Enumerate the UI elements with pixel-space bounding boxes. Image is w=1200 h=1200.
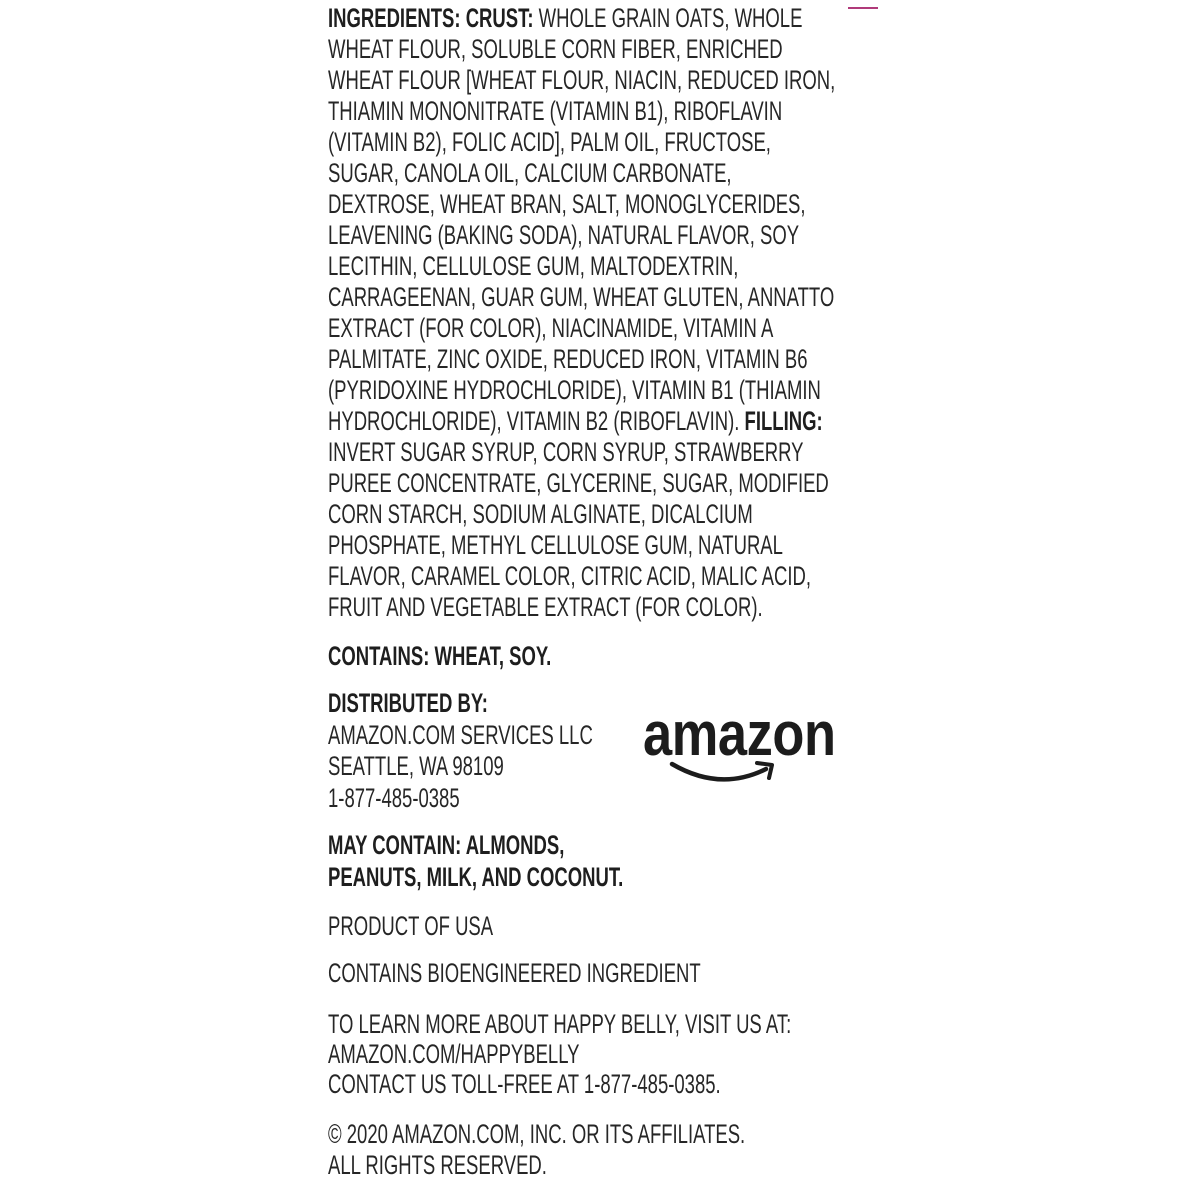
website-text: AMAZON.COM/HAPPYBELLY — [328, 1039, 580, 1069]
ingredients-line: (PYRIDOXINE HYDROCHLORIDE), VITAMIN B1 (THIAMIN — [328, 375, 821, 405]
rights-line: ALL RIGHTS RESERVED. — [328, 1150, 547, 1180]
distributor-heading: DISTRIBUTED BY: — [328, 688, 488, 718]
ingredients-line — [328, 406, 876, 437]
bioengineered-disclosure: CONTAINS BIOENGINEERED INGREDIENT — [328, 958, 701, 988]
ingredients-line — [328, 3, 876, 34]
bioengineered-section — [328, 958, 1128, 989]
may-contain-section — [328, 829, 1128, 893]
ingredients-line: PUREE CONCENTRATE, GLYCERINE, SUGAR, MODIFIED — [328, 468, 829, 498]
ingredients-line: CARRAGEENAN, GUAR GUM, WHEAT GLUTEN, ANNATTO — [328, 282, 835, 312]
ingredients-line: PHOSPHATE, METHYL CELLULOSE GUM, NATURAL — [328, 530, 783, 560]
ingredients-section — [328, 3, 1128, 623]
may-contain-line: PEANUTS, MILK, AND COCONUT. — [328, 862, 624, 892]
ingredients-line: EXTRACT (FOR COLOR), NIACINAMIDE, VITAMIN A — [328, 313, 774, 343]
copyright-line: © 2020 AMAZON.COM, INC. OR ITS AFFILIATES. — [328, 1119, 746, 1149]
ingredients-line: DEXTROSE, WHEAT BRAN, SALT, MONOGLYCERIDES, — [328, 189, 806, 219]
learn-more-line: TO LEARN MORE ABOUT HAPPY BELLY, VISIT US AT: — [328, 1009, 792, 1039]
amazon-logo — [643, 700, 843, 784]
contact-line: CONTACT US TOLL-FREE AT 1-877-485-0385. — [328, 1069, 721, 1099]
distributor-address: SEATTLE, WA 98109 — [328, 751, 504, 781]
origin-section — [328, 911, 1128, 942]
copyright-section — [328, 1119, 1128, 1181]
ingredients-text: WHOLE GRAIN OATS, WHOLE — [538, 3, 803, 33]
amazon-smile-arrow-icon — [660, 752, 790, 788]
logo-wordmark: amazon — [643, 700, 836, 769]
may-contain-line: MAY CONTAIN: ALMONDS, — [328, 830, 565, 860]
ingredients-line: FLAVOR, CARAMEL COLOR, CITRIC ACID, MALIC ACID, — [328, 561, 812, 591]
distributor-phone: 1-877-485-0385 — [328, 782, 460, 813]
crust-heading: INGREDIENTS: CRUST: — [328, 3, 534, 33]
ingredients-line: WHEAT FLOUR, SOLUBLE CORN FIBER, ENRICHED — [328, 34, 783, 64]
ingredients-text: HYDROCHLORIDE), VITAMIN B2 (RIBOFLAVIN). — [328, 406, 740, 436]
ingredients-line: INVERT SUGAR SYRUP, CORN SYRUP, STRAWBERRY — [328, 437, 804, 467]
ingredients-line: THIAMIN MONONITRATE (VITAMIN B1), RIBOFLAVIN — [328, 96, 783, 126]
ingredients-line: SUGAR, CANOLA OIL, CALCIUM CARBONATE, — [328, 158, 732, 188]
ingredients-line: (VITAMIN B2), FOLIC ACID], PALM OIL, FRUCTOSE, — [328, 127, 771, 157]
ingredients-line: WHEAT FLOUR [WHEAT FLOUR, NIACIN, REDUCED IRON, — [328, 65, 836, 95]
ingredients-line: LEAVENING (BAKING SODA), NATURAL FLAVOR, SOY — [328, 220, 800, 250]
filling-heading: FILLING: — [744, 406, 823, 436]
learn-more-section — [328, 1009, 1128, 1099]
ingredients-line: CORN STARCH, SODIUM ALGINATE, DICALCIUM — [328, 499, 753, 529]
ingredients-line: PALMITATE, ZINC OXIDE, REDUCED IRON, VITAMIN B6 — [328, 344, 808, 374]
product-origin: PRODUCT OF USA — [328, 911, 494, 941]
contains-statement: CONTAINS: WHEAT, SOY. — [328, 641, 552, 671]
allergen-contains — [328, 641, 1128, 672]
distributor-name: AMAZON.COM SERVICES LLC — [328, 719, 593, 750]
ingredients-line: FRUIT AND VEGETABLE EXTRACT (FOR COLOR). — [328, 592, 763, 622]
ingredients-line: LECITHIN, CELLULOSE GUM, MALTODEXTRIN, — [328, 251, 739, 281]
